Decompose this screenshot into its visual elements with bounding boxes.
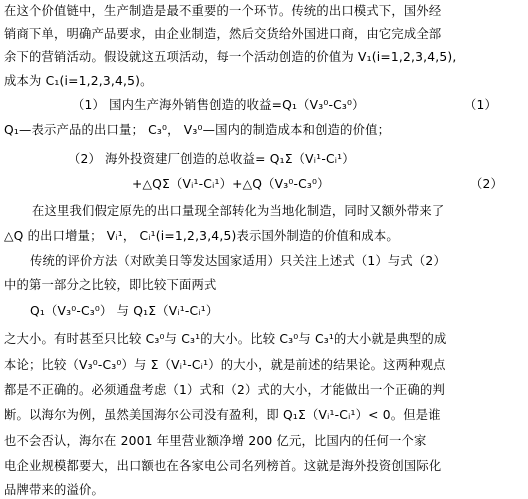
definition-line: Q₁—表示产品的出口量； C₃⁰， V₃⁰—国内的制造成本和创造的价值； (4, 123, 391, 137)
equation-line: +△QΣ（Vᵢ¹-Cᵢ¹）+△Q（V₃⁰-C₃⁰） (132, 177, 330, 191)
paragraph-line: 中的第一部分之比较，即比较下面两式 (4, 278, 217, 292)
paragraph-line: 都是不正确的。必须通盘考虑（1）式和（2）式的大小，才能做出一个正确的判 (4, 383, 445, 397)
paragraph-line: 品牌带来的溢价。 (4, 483, 104, 497)
paragraph-line: 传统的评价方法（对欧美日等发达国家适用）只关注上述式（1）与式（2） (30, 254, 446, 268)
paragraph-line: 断。以海尔为例，虽然美国海尔公司没有盈利，即 Q₁Σ（Vᵢ¹-Cᵢ¹）< 0。但是谁 (4, 408, 441, 422)
paragraph-line: 在这个价值链中，生产制造是最不重要的一个环节。传统的出口模式下，国外经 (4, 4, 442, 18)
equation-number: （2） (470, 177, 504, 191)
paragraph-line: 成本为 C₁(i=1,2,3,4,5)。 (4, 74, 153, 88)
paragraph-line: 销商下单，明确产品要求，由企业制造，然后交货给外国进口商，由它完成全部 (4, 27, 442, 41)
paragraph-line: 本论；比较（V₃⁰-C₃⁰）与 Σ（Vᵢ¹-Cᵢ¹）的大小，就是前述的结果论。这两种观点 (4, 358, 446, 372)
paragraph-line: 在这里我们假定原先的出口量现全部转化为当地化制造，同时又额外带来了 (32, 204, 445, 218)
paragraph-line: △Q 的出口增量； Vᵢ¹， Cᵢ¹(i=1,2,3,4,5)表示国外制造的价值和成本。 (4, 229, 399, 243)
paragraph-line: 之大小。有时甚至只比较 C₃⁰与 C₃¹的大小。比较 C₃⁰与 C₃¹的大小就是典型的成 (4, 332, 447, 346)
equation-number: （1） (464, 98, 498, 112)
paragraph-line: 余下的营销活动。假设就这五项活动，每一个活动创造的价值为 V₁(i=1,2,3,4,5), (4, 50, 457, 64)
paragraph-line: 也不会否认，海尔在 2001 年里营业额净增 200 亿元，比国内的任何一个家 (4, 434, 427, 448)
equation-line: （1） 国内生产海外销售创造的收益=Q₁（V₃⁰-C₃⁰） (72, 98, 365, 112)
equation-line: （2） 海外投资建厂创造的总收益= Q₁Σ（Vᵢ¹-Cᵢ¹） (68, 152, 355, 166)
equation-line: Q₁（V₃⁰-C₃⁰） 与 Q₁Σ（Vᵢ¹-Cᵢ¹） (30, 304, 219, 318)
paragraph-line: 电企业规模都要大，出口额也在各家电公司名列榜首。这就是海外投资创国际化 (4, 459, 442, 473)
